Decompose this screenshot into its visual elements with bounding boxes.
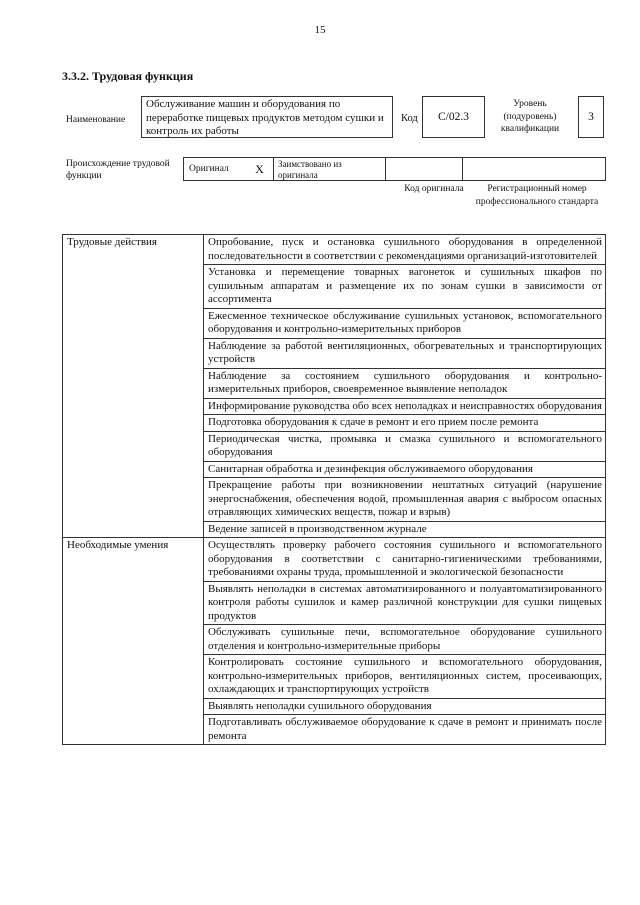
name-label: Наименование <box>66 115 126 125</box>
labor-action-item: Ежесменное техническое обслуживание сушильных установок, вспомогательного оборудования и контрольно-измерительных приборов <box>204 308 606 338</box>
labor-action-item: Прекращение работы при возникновении нештатных ситуаций (нарушение энергоснабжения, обеспечения водой, промышленная авария с выбросом опасных отравляющих химических веществ, пожар и взрыв) <box>204 478 606 522</box>
skill-item: Осуществлять проверку рабочего состояния сушильного и вспомогательного оборудования в соответствии с санитарно-гигиеническими требованиями, требованиями охраны труда, промышленной и экологической безопасности <box>204 538 606 582</box>
level-label: Уровень (подуровень) квалификации <box>500 99 560 134</box>
labor-action-item: Наблюдение за состоянием сушильного оборудования и контрольно-измерительных приборов, своевременное выявление неполадок <box>204 368 606 398</box>
labor-action-item: Опробование, пуск и остановка сушильного оборудования в определенной последовательности в соответствии с рекомендациями организаций-изготовителей <box>204 235 606 265</box>
code-label: Код <box>401 113 418 124</box>
original-mark: X <box>246 158 274 180</box>
reg-number-cell <box>463 158 605 180</box>
original-code-cell <box>386 158 463 180</box>
labor-action-item: Установка и перемещение товарных вагонеток и сушильных шкафов по сушильным аппаратам и размещение их по зонам сушки в зависимости от ассортимента <box>204 265 606 309</box>
original-label: Оригинал <box>189 164 229 174</box>
skill-item: Обслуживать сушильные печи, вспомогательное оборудование сушильного отделения и контрольно-измерительные приборы <box>204 625 606 655</box>
page-number: 15 <box>314 24 326 36</box>
reg-number-label: Регистрационный номер профессионального стандарта <box>475 184 599 207</box>
labor-action-item: Информирование руководства обо всех неполадках и неисправностях оборудования <box>204 398 606 415</box>
function-table <box>62 234 606 745</box>
labor-action-item: Ведение записей в производственном журнале <box>204 521 606 538</box>
name-value: Обслуживание машин и оборудования по переработке пищевых продуктов методом сушки и контроль их работы <box>141 96 393 138</box>
skill-item: Подготавливать обслуживаемое оборудование к сдаче в ремонт и принимать после ремонта <box>204 715 606 745</box>
labor-action-item: Наблюдение за работой вентиляционных, обогревательных и транспортирующих устройств <box>204 338 606 368</box>
skill-item: Контролировать состояние сушильного и вспомогательного оборудования, контрольно-измерительных приборов, вентиляционных систем, просеивающих, охлаждающих и транспортирующих устройств <box>204 655 606 699</box>
labor-action-item: Подготовка оборудования к сдаче в ремонт и его прием после ремонта <box>204 415 606 432</box>
skill-item: Выявлять неполадки в системах автоматизированного и полуавтоматизированного контроля работы сушилок и камер различной конструкции для сушки пищевых продуктов <box>204 581 606 625</box>
table-row <box>63 235 606 265</box>
table-row <box>63 538 606 582</box>
labor-actions-label: Трудовые действия <box>63 235 204 538</box>
labor-action-item: Санитарная обработка и дезинфекция обслуживаемого оборудования <box>204 461 606 478</box>
borrowed-label: Заимствовано из оригинала <box>274 158 386 180</box>
origin-row <box>183 157 606 181</box>
code-original-label: Код оригинала <box>404 184 464 194</box>
level-value: 3 <box>578 96 604 138</box>
code-value: С/02.3 <box>422 96 485 138</box>
section-title: 3.3.2. Трудовая функция <box>62 69 194 83</box>
labor-action-item: Периодическая чистка, промывка и смазка сушильного и вспомогательного оборудования <box>204 431 606 461</box>
skill-item: Выявлять неполадки сушильного оборудования <box>204 698 606 715</box>
origin-label: Происхождение трудовой функции <box>66 159 170 181</box>
skills-label: Необходимые умения <box>63 538 204 745</box>
